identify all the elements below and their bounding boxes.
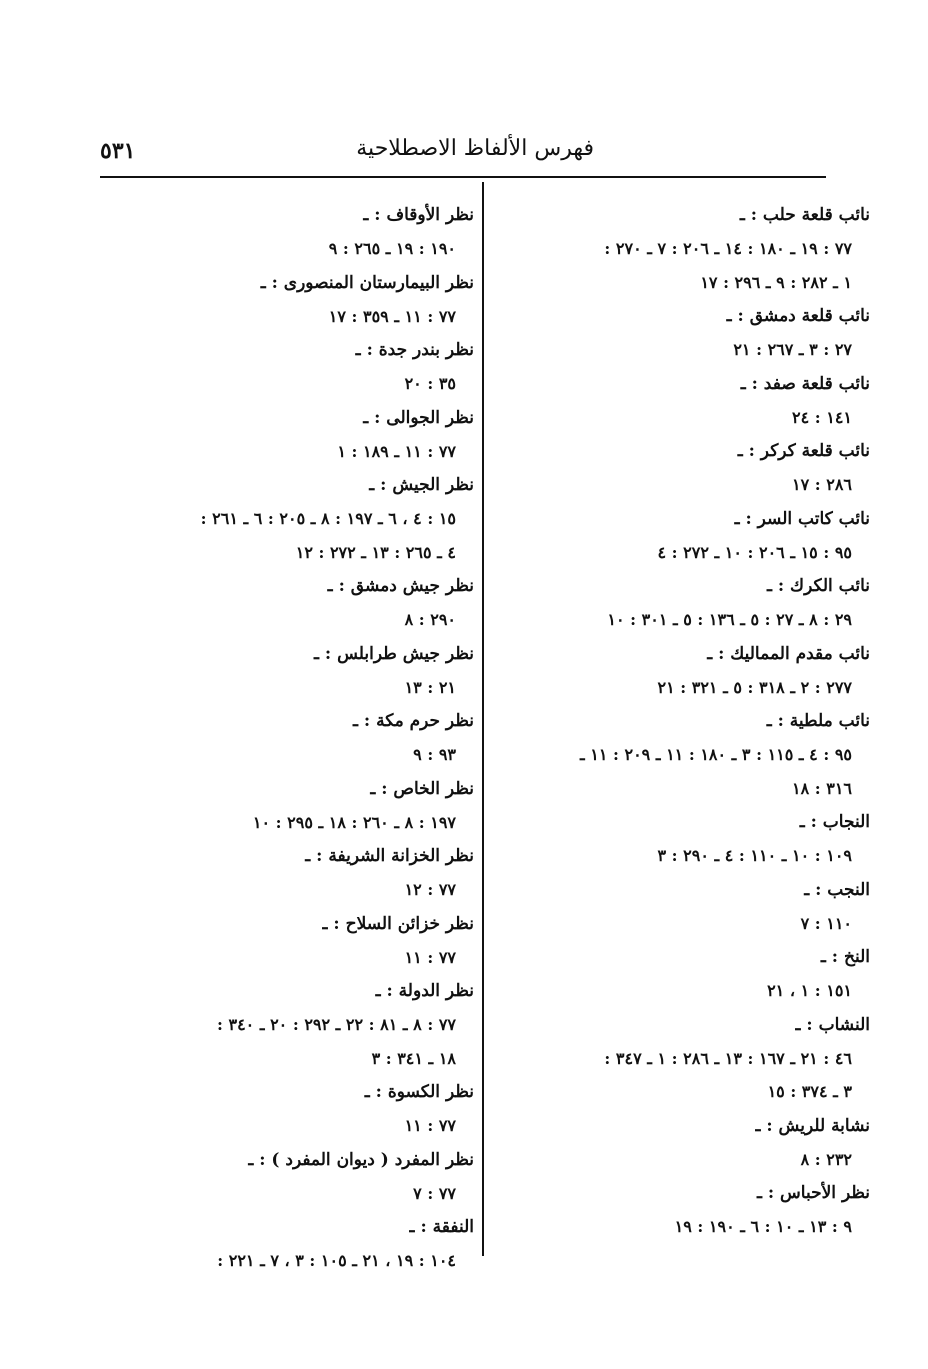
index-term: نظر الجوالى : ـ: [363, 407, 474, 428]
index-term: نائب ملطية : ـ: [766, 711, 870, 731]
index-references: ١٩٧ : ٨ ـ ٢٦٠ : ١٨ ـ ٢٩٥ : ١٠: [252, 812, 456, 832]
index-references: ١٥١ : ١ ، ٢١: [767, 981, 852, 1000]
index-term: نظر الخاص : ـ: [370, 778, 474, 799]
index-entry: [520, 805, 870, 873]
page-title: فهرس الألفاظ الاصطلاحية: [356, 136, 594, 161]
index-references: ٧٧ : ١١ ـ ٣٥٩ : ١٧: [328, 306, 456, 326]
index-references: ٧٧ : ١١: [404, 1116, 456, 1135]
index-term: النخ : ـ: [820, 947, 870, 967]
index-term: نظر جيش دمشق : ـ: [327, 576, 474, 596]
index-references: ١٤١ : ٢٤: [791, 407, 852, 427]
index-references: ٣٥ : ٢٠: [404, 374, 456, 393]
index-references: ٢٧٧ : ٢ ـ ٣١٨ : ٥ ـ ٣٢١ : ٢١: [657, 677, 852, 697]
index-term: نائب قلعة كركر : ـ: [737, 441, 870, 461]
column-divider: [482, 182, 484, 1256]
index-entry: [104, 569, 474, 637]
index-entry: [520, 569, 870, 637]
index-term: نائب قلعة دمشق : ـ: [726, 306, 870, 326]
index-entry: [104, 1075, 474, 1143]
index-term: نائب الكرك : ـ: [766, 576, 870, 596]
index-references: ٧٧ : ١٢: [404, 880, 456, 899]
index-references: ١٠٩ : ١٠ ـ ١١٠ : ٤ ـ ٢٩٠ : ٣: [657, 846, 852, 865]
index-term: نظر المفرد ( ديوان المفرد ) : ـ: [248, 1149, 474, 1170]
index-references: ١٨ ـ ٣٤١ : ٣: [371, 1048, 456, 1068]
header-rule: [100, 176, 826, 178]
index-entry: [520, 1176, 870, 1244]
index-term: النجب : ـ: [804, 879, 870, 900]
index-entry: [520, 873, 870, 941]
index-entry: [104, 468, 474, 569]
index-references: ٢٣٢ : ٨: [800, 1149, 852, 1169]
index-references: ٧٧ : ١١ ـ ١٨٩ : ١: [337, 441, 456, 461]
index-references: ٢٩ : ٨ ـ ٢٧ : ٥ ـ ١٣٦ : ٥ ـ ٣٠١ : ١٠: [607, 610, 852, 629]
index-term: نظر الخزانة الشريفة : ـ: [305, 846, 474, 866]
index-references: ٢٧ : ٣ ـ ٢٦٧ : ٢١: [733, 340, 852, 359]
index-references: ٧٧ : ١١: [404, 947, 456, 967]
index-term: نظر حرم مكة : ـ: [352, 711, 474, 731]
index-references: ١٩٠ : ١٩ ـ ٢٦٥ : ٩: [328, 239, 456, 258]
index-references: ٧٧ : ١٩ ـ ١٨٠ : ١٤ ـ ٢٠٦ : ٧ ـ ٢٧٠ :: [604, 239, 852, 258]
index-entry: [520, 198, 870, 299]
index-references: ٤٦ : ٢١ ـ ١٦٧ : ١٣ ـ ٢٨٦ : ١ ـ ٣٤٧ :: [604, 1048, 852, 1068]
index-entry: [104, 772, 474, 840]
index-term: نظر الأوقاف : ـ: [363, 205, 474, 225]
page-header: [100, 130, 826, 176]
index-term: نائب قلعة حلب : ـ: [739, 205, 870, 225]
index-term: نظر الكسوة : ـ: [364, 1082, 474, 1102]
index-references: ٢٨٦ : ١٧: [791, 475, 852, 494]
index-term: نظر بندر جدة : ـ: [355, 340, 474, 360]
index-references: ٧٧ : ٧: [413, 1183, 456, 1203]
index-entry: [520, 434, 870, 502]
index-entry: [104, 333, 474, 401]
index-references: ٩٥ : ٤ ـ ١١٥ : ٣ ـ ١٨٠ : ١١ ـ ٢٠٩ : ١١ ـ: [579, 745, 852, 764]
index-references: ٧٧ : ٨ ـ ٨١ : ٢٢ ـ ٢٩٢ : ٢٠ ـ ٣٤٠ :: [216, 1015, 456, 1034]
index-references: ١٠٤ : ١٩ ، ٢١ ـ ١٠٥ : ٣ ، ٧ ـ ٢٢١ :: [217, 1251, 456, 1270]
index-references: ٤ ـ ٢٦٥ : ١٣ ـ ٢٧٢ : ١٢: [295, 542, 456, 562]
index-term: نائب كاتب السر : ـ: [734, 508, 870, 529]
index-entry: [104, 704, 474, 772]
index-entry: [520, 502, 870, 570]
index-term: نشابة للريش : ـ: [755, 1115, 870, 1136]
index-entry: [104, 637, 474, 705]
index-term: نظر الجيش : ـ: [369, 475, 474, 495]
index-references: ٣١٦ : ١٨: [791, 778, 852, 798]
index-references: ١ ـ ٢٨٢ : ٩ ـ ٢٩٦ : ١٧: [700, 272, 852, 292]
index-term: نائب مقدم المماليك : ـ: [707, 643, 870, 664]
index-references: ١١٠ : ٧: [800, 913, 852, 933]
index-references: ١٥ : ٤ ، ٦ ـ ١٩٧ : ٨ ـ ٢٠٥ : ٦ ـ ٢٦١ :: [200, 509, 456, 528]
index-term: النفقة : ـ: [409, 1217, 474, 1237]
index-entry: [520, 367, 870, 435]
index-references: ٩٣ : ٩: [413, 745, 456, 764]
index-term: نظر خزائن السلاح : ـ: [322, 913, 474, 934]
index-references: ٢٩٠ : ٨: [404, 610, 456, 629]
index-term: نظر الأحباس : ـ: [756, 1183, 870, 1203]
index-entry: [104, 1143, 474, 1211]
index-term: النشاب : ـ: [795, 1014, 870, 1035]
index-entry: [104, 1210, 474, 1278]
index-term: نائب قلعة صفد : ـ: [740, 373, 870, 394]
index-entry: [520, 1008, 870, 1109]
page-number: ٥٣١: [100, 138, 136, 164]
index-column-right: [520, 198, 870, 1244]
index-references: ٩ : ١٣ ـ ١٠ : ٦ ـ ١٩٠ : ١٩: [674, 1217, 852, 1236]
index-column-left: [104, 198, 474, 1278]
index-entry: [520, 1109, 870, 1177]
index-entry: [104, 907, 474, 975]
index-term: نظر البيمارستان المنصورى : ـ: [260, 272, 474, 293]
index-entry: [520, 940, 870, 1008]
index-term: نظر الدولة : ـ: [375, 981, 474, 1001]
index-term: النجاب : ـ: [799, 812, 870, 832]
index-entry: [104, 974, 474, 1075]
index-entry: [104, 266, 474, 334]
index-entry: [104, 839, 474, 907]
index-entry: [520, 299, 870, 367]
index-entry: [520, 637, 870, 705]
index-entry: [520, 704, 870, 805]
index-references: ٩٥ : ١٥ ـ ٢٠٦ : ١٠ ـ ٢٧٢ : ٤: [657, 542, 852, 562]
index-entry: [104, 198, 474, 266]
index-entry: [104, 401, 474, 469]
index-references: ٣ ـ ٣٧٤ : ١٥: [767, 1082, 852, 1101]
index-term: نظر جيش طرابلس : ـ: [314, 643, 474, 664]
index-references: ٢١ : ١٣: [404, 677, 456, 697]
